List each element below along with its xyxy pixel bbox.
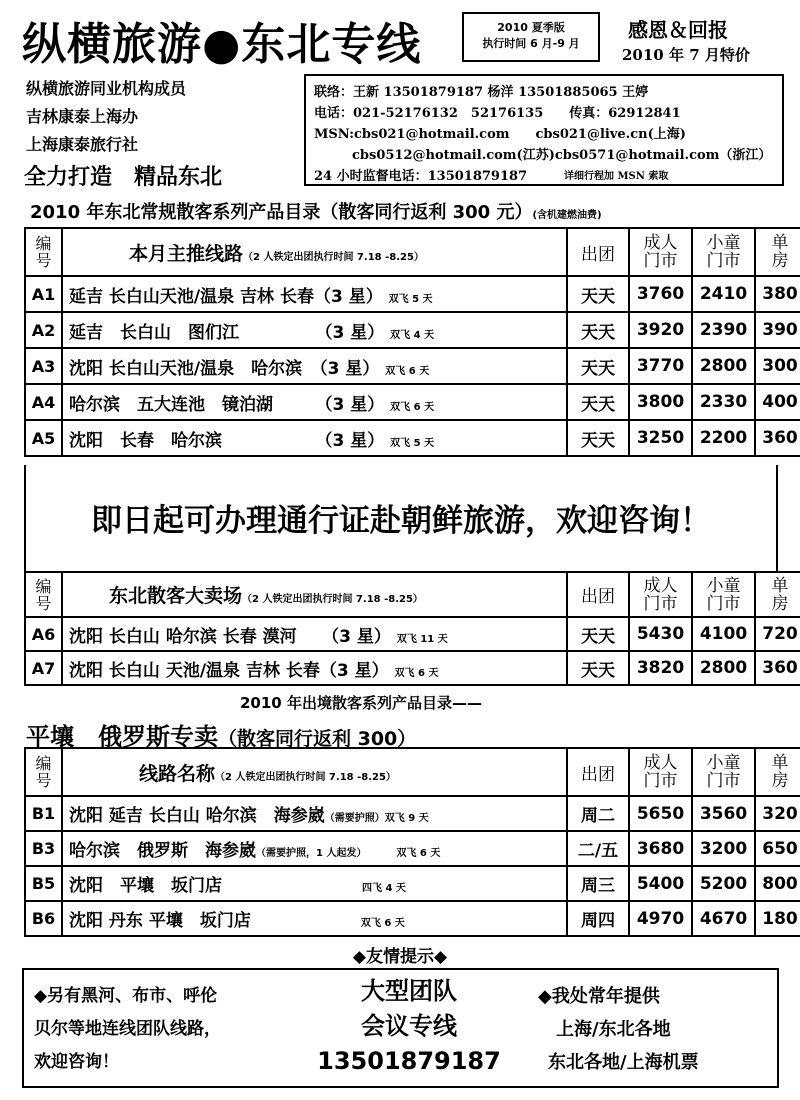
row-child-price: 3560	[692, 796, 755, 831]
row-route-text: 延吉 长白山 图们江 （3 星）	[69, 322, 385, 343]
table-row	[25, 796, 800, 831]
header-adult-text: 成人门市	[643, 575, 678, 614]
table-row	[25, 312, 800, 348]
product-table-main	[24, 227, 800, 457]
row-single-price: 380	[755, 276, 800, 312]
tips-right-column	[538, 980, 758, 1079]
company-line-3: 上海康泰旅行社	[26, 135, 139, 154]
row-code: A6	[25, 617, 62, 651]
row-route-text: 沈阳 长春 哈尔滨 （3 星）	[69, 430, 385, 451]
table-row	[25, 276, 800, 312]
company-line-1: 纵横旅游同业机构成员	[26, 79, 187, 98]
header-single	[755, 228, 800, 276]
season-label: 2010 夏季版	[497, 21, 565, 34]
company-line-2: 吉林康泰上海办	[26, 107, 139, 126]
tips-left-column	[34, 980, 284, 1079]
header-single-text: 单房	[771, 753, 789, 791]
row-route-sub: （需要护照）	[324, 813, 385, 824]
header-child-text: 小童门市	[706, 753, 741, 791]
tips-right-line-2: 上海/东北各地	[556, 1019, 671, 1040]
row-code: B3	[25, 831, 62, 866]
header-route-text: 东北散客大卖场	[109, 585, 243, 607]
catalog-title-domestic	[30, 198, 602, 224]
header-route	[62, 748, 567, 796]
header-single-text: 单房	[771, 233, 789, 271]
row-single-price: 800	[755, 866, 800, 901]
row-child-price: 3200	[692, 831, 755, 866]
row-child-price: 2800	[692, 651, 755, 685]
row-route-text: 沈阳 长白山 哈尔滨 长春 漠河 （3 星）	[69, 626, 391, 647]
contact-phone-fax: 电话：021-52176132 52176135 传真：62912841	[314, 106, 681, 121]
catalog-title-note: (含机建燃油费)	[532, 210, 602, 221]
row-adult-price: 3680	[629, 831, 692, 866]
row-route-note: 双飞 5 天	[390, 437, 435, 449]
row-code: A3	[25, 348, 62, 384]
row-route-note: 双飞 6 天	[394, 667, 439, 679]
row-route	[62, 651, 567, 685]
header-adult	[629, 572, 692, 617]
row-adult-price: 3800	[629, 384, 692, 420]
row-adult-price: 3760	[629, 276, 692, 312]
row-route-note: 双飞 4 天	[390, 329, 435, 341]
russia-heading-text: 平壤 俄罗斯专卖	[26, 723, 218, 751]
row-departure: 天天	[567, 348, 629, 384]
table-row	[25, 348, 800, 384]
table-header-row	[25, 572, 800, 617]
row-departure: 天天	[567, 312, 629, 348]
row-route	[62, 866, 567, 901]
row-route-note: 四飞 4 天	[362, 883, 406, 894]
header-route	[62, 572, 567, 617]
product-table-outbound	[24, 747, 800, 937]
tips-middle-column	[314, 974, 504, 1079]
table-header-row	[25, 228, 800, 276]
header-adult	[629, 748, 692, 796]
contact-msn-2: cbs0512@hotmail.com(江苏)cbs0571@hotmail.com（浙江）	[352, 148, 772, 163]
tips-right-line-1: ◆我处常年提供	[538, 986, 660, 1007]
header-departure: 出团	[567, 748, 629, 796]
row-code: A5	[25, 420, 62, 456]
row-adult-price: 3820	[629, 651, 692, 685]
row-route-note: 双飞 6 天	[396, 848, 441, 859]
header-adult-text: 成人门市	[643, 753, 678, 791]
header-code-text: 编号	[35, 234, 52, 270]
row-adult-price: 5400	[629, 866, 692, 901]
row-adult-price: 5430	[629, 617, 692, 651]
page-title: 纵横旅游●东北专线	[22, 19, 422, 70]
table-row	[25, 651, 800, 685]
header-single	[755, 748, 800, 796]
contact-hotline: 24 小时监督电话：13501879187	[314, 169, 528, 184]
row-single-price: 720	[755, 617, 800, 651]
row-route-sub: （需要护照，1 人起发）	[256, 848, 367, 859]
header-child	[692, 748, 755, 796]
row-child-price: 2200	[692, 420, 755, 456]
header-adult-text: 成人门市	[643, 233, 678, 271]
row-route-text: 哈尔滨 俄罗斯 海参崴	[69, 841, 256, 861]
row-departure: 周三	[567, 866, 629, 901]
header-route-note: （2 人铁定出团执行时间 7.18 -8.25）	[243, 251, 424, 263]
row-departure: 天天	[567, 617, 629, 651]
row-adult-price: 5650	[629, 796, 692, 831]
row-route	[62, 831, 567, 866]
contact-msn-note: 详细行程加 MSN 索取	[564, 171, 669, 182]
row-code: B6	[25, 901, 62, 936]
header-single-text: 单房	[771, 575, 789, 614]
row-departure: 天天	[567, 276, 629, 312]
header-route-text: 线路名称	[139, 762, 216, 785]
tips-mid-line-2: 会议专线	[361, 1012, 457, 1040]
row-route	[62, 348, 567, 384]
row-child-price: 2800	[692, 348, 755, 384]
special-offer-date: 2010 年 7 月特价	[622, 46, 750, 64]
row-child-price: 5200	[692, 866, 755, 901]
row-route-note: 双飞 9 天	[384, 813, 429, 824]
header-single	[755, 572, 800, 617]
row-code: B1	[25, 796, 62, 831]
tips-heading: ◆友情提示◆	[352, 947, 448, 967]
header-route-note: （2 人铁定出团执行时间 7.18 -8.25）	[215, 771, 396, 783]
header-child-text: 小童门市	[706, 233, 741, 271]
catalog-title-outbound: 2010 年出境散客系列产品目录——	[240, 694, 482, 712]
row-child-price: 2330	[692, 384, 755, 420]
contact-box	[304, 74, 784, 186]
row-child-price: 2410	[692, 276, 755, 312]
row-single-price: 650	[755, 831, 800, 866]
row-route	[62, 420, 567, 456]
row-code: A1	[25, 276, 62, 312]
tips-mid-phone: 13501879187	[317, 1047, 501, 1075]
header-departure: 出团	[567, 572, 629, 617]
row-route	[62, 796, 567, 831]
tips-left-line-1: ◆另有黑河、布市、呼伦	[34, 986, 218, 1006]
row-route-note: 双飞 5 天	[388, 293, 433, 305]
row-code: A2	[25, 312, 62, 348]
row-departure: 天天	[567, 420, 629, 456]
tips-box	[22, 968, 779, 1088]
row-route-text: 沈阳 丹东 平壤 坂门店	[69, 911, 251, 931]
row-route-text: 延吉 长白山天池/温泉 吉林 长春（3 星）	[69, 286, 383, 307]
row-child-price: 4100	[692, 617, 755, 651]
russia-heading-rebate: （散客同行返利 300）	[218, 728, 417, 750]
tips-mid-line-1: 大型团队	[361, 977, 457, 1005]
row-route-text: 沈阳 延吉 长白山 哈尔滨 海参崴	[69, 806, 325, 826]
row-route-note: 双飞 11 天	[396, 633, 448, 645]
tips-right-line-3: 东北各地/上海机票	[548, 1052, 699, 1073]
season-period: 执行时间 6 月-9 月	[482, 37, 580, 50]
row-route	[62, 312, 567, 348]
header-code	[25, 228, 62, 276]
row-route-note: 双飞 6 天	[390, 401, 435, 413]
header-child-text: 小童门市	[706, 575, 741, 614]
header-route	[62, 228, 567, 276]
table-row	[25, 617, 800, 651]
row-departure: 周四	[567, 901, 629, 936]
row-single-price: 320	[755, 796, 800, 831]
header-adult	[629, 228, 692, 276]
table-row	[25, 420, 800, 456]
row-route	[62, 617, 567, 651]
header-code-text: 编号	[35, 754, 52, 790]
row-departure: 二/五	[567, 831, 629, 866]
north-korea-banner	[24, 465, 778, 571]
header-code-text: 编号	[35, 576, 52, 613]
row-single-price: 390	[755, 312, 800, 348]
row-adult-price: 3250	[629, 420, 692, 456]
row-adult-price: 3920	[629, 312, 692, 348]
row-adult-price: 4970	[629, 901, 692, 936]
catalog-title-text: 2010 年东北常规散客系列产品目录（散客同行返利 300 元）	[30, 202, 533, 223]
row-single-price: 360	[755, 651, 800, 685]
row-single-price: 180	[755, 901, 800, 936]
contact-names: 联络：王新 13501879187 杨洋 13501885065 王婷	[314, 85, 649, 100]
table-row	[25, 384, 800, 420]
row-route-text: 沈阳 平壤 坂门店	[69, 876, 222, 896]
row-child-price: 4670	[692, 901, 755, 936]
row-route	[62, 276, 567, 312]
banner-text: 即日起可办理通行证赴朝鲜旅游，欢迎咨询！	[91, 503, 711, 539]
header-code	[25, 748, 62, 796]
header-route-text: 本月主推线路	[129, 242, 244, 265]
tips-left-line-3: 欢迎咨询！	[34, 1052, 119, 1072]
row-single-price: 300	[755, 348, 800, 384]
header-departure: 出团	[567, 228, 629, 276]
slogan: 全力打造 精品东北	[24, 165, 223, 190]
product-table-sale	[24, 571, 800, 686]
row-route	[62, 901, 567, 936]
contact-msn-1: MSN:cbs021@hotmail.com cbs021@live.cn(上海)	[314, 127, 686, 142]
header-child	[692, 228, 755, 276]
header-child	[692, 572, 755, 617]
row-single-price: 400	[755, 384, 800, 420]
table-row	[25, 901, 800, 936]
season-box	[462, 12, 600, 62]
row-code: A7	[25, 651, 62, 685]
row-code: A4	[25, 384, 62, 420]
row-code: B5	[25, 866, 62, 901]
row-route	[62, 384, 567, 420]
row-route-note: 双飞 6 天	[385, 365, 430, 377]
row-child-price: 2390	[692, 312, 755, 348]
row-departure: 天天	[567, 384, 629, 420]
header-route-note: （2 人铁定出团执行时间 7.18 -8.25）	[242, 594, 423, 605]
tips-left-line-2: 贝尔等地连线团队线路，	[34, 1019, 221, 1039]
table-row	[25, 866, 800, 901]
row-route-text: 沈阳 长白山天池/温泉 哈尔滨 （3 星）	[69, 358, 380, 379]
row-adult-price: 3770	[629, 348, 692, 384]
table-header-row	[25, 748, 800, 796]
row-route-text: 哈尔滨 五大连池 镜泊湖 （3 星）	[69, 394, 385, 415]
row-route-text: 沈阳 长白山 天池/温泉 吉林 长春（3 星）	[69, 660, 389, 681]
row-single-price: 360	[755, 420, 800, 456]
thanks-heading: 感恩＆回报	[628, 18, 728, 42]
table-row	[25, 831, 800, 866]
row-route-note: 双飞 6 天	[360, 918, 405, 929]
row-departure: 天天	[567, 651, 629, 685]
row-departure: 周二	[567, 796, 629, 831]
header-code	[25, 572, 62, 617]
